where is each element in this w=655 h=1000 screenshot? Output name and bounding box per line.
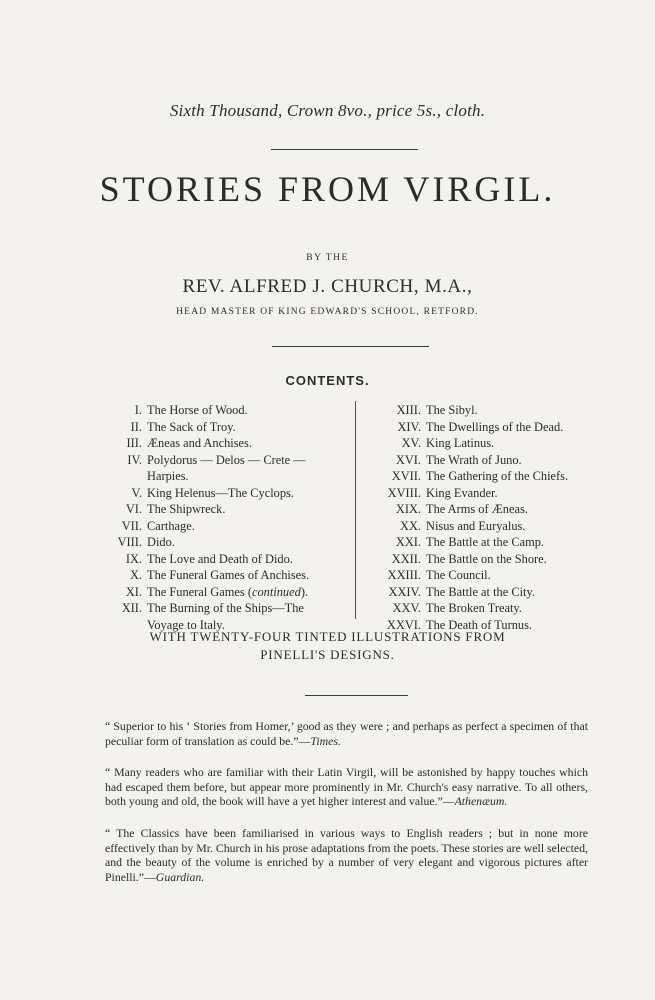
contents-row [363, 534, 603, 551]
review-athenaeum [105, 765, 588, 809]
chapter-number: II. [130, 419, 142, 434]
contents-row [88, 518, 350, 535]
chapter-title: Polydorus — Delos — Crete — [147, 452, 306, 467]
chapter-title: The Gathering of the Chiefs. [426, 469, 569, 483]
author-name: REV. ALFRED J. CHURCH, M.A., [182, 276, 473, 297]
review-source: Times. [310, 733, 341, 748]
contents-row [363, 567, 603, 584]
chapter-title: Nisus and Euryalus. [426, 518, 526, 533]
review-source: Athenæum. [454, 794, 508, 808]
chapter-title: Carthage. [147, 518, 195, 533]
contents-row [363, 485, 603, 502]
chapter-title: Harpies. [147, 469, 189, 483]
chapter-title: The Sibyl. [426, 403, 478, 417]
chapter-title: The Council. [426, 568, 491, 582]
chapter-number: XXVI. [386, 617, 421, 632]
chapter-number: VII. [121, 518, 142, 533]
chapter-title: The Arms of Æneas. [426, 502, 528, 516]
chapter-number: XIII. [396, 403, 421, 417]
chapter-number: XXIII. [387, 568, 421, 582]
contents-row [88, 435, 350, 452]
divider-bottom [305, 695, 408, 696]
contents-row [363, 551, 603, 568]
contents-row [88, 501, 350, 518]
chapter-number [88, 468, 147, 485]
chapter-number: XI. [125, 584, 142, 599]
chapter-title: The Dwellings of the Dead. [426, 419, 564, 434]
by-line: BY THE [306, 253, 349, 263]
chapter-number: VI. [125, 502, 142, 516]
chapter-title: King Helenus—The Cyclops. [147, 485, 294, 500]
contents-row [363, 501, 603, 518]
review-times [105, 719, 588, 748]
chapter-number: XIV. [397, 419, 421, 434]
contents-row [363, 584, 603, 601]
chapter-title: Æneas and Anchises. [147, 436, 252, 450]
contents-row [363, 468, 603, 485]
chapter-number: VIII. [117, 535, 142, 549]
chapter-title: The Broken Treaty. [426, 601, 522, 615]
chapter-number: XXI. [395, 535, 421, 549]
contents-row [88, 452, 350, 469]
author-position: HEAD MASTER OF KING EDWARD'S SCHOOL, RETFORD. [176, 307, 479, 317]
edition-line: Sixth Thousand, Crown 8vo., price 5s., cloth. [169, 101, 486, 120]
review-source: Guardian. [155, 869, 205, 884]
chapter-number: XX. [400, 518, 421, 533]
chapter-title: The Death of Turnus. [426, 617, 533, 632]
contents-left-column [88, 402, 350, 633]
chapter-title: The Sack of Troy. [147, 419, 236, 434]
contents-row [88, 567, 350, 584]
contents-row [88, 419, 350, 436]
contents-row [363, 419, 603, 436]
divider-top [271, 149, 418, 150]
contents-row [88, 584, 350, 601]
contents-row [88, 600, 350, 617]
column-divider [355, 401, 356, 619]
chapter-title: The Battle at the Camp. [426, 535, 545, 549]
chapter-title: The Funeral Games of Anchises. [147, 568, 310, 582]
page-title: STORIES FROM VIRGIL. [99, 169, 556, 209]
chapter-title: The Horse of Wood. [147, 403, 248, 417]
chapter-title: The Burning of the Ships—The [147, 601, 304, 615]
review-text: “ The Classics have been familiarised in various ways to English readers ; but in none more effectively than by Mr. Church in his prose adaptations from the poets. These stories are well selected, and the beauty of the volume is enriched by a number of very elegant and vigorous pictures after Pinelli.”— [105, 826, 588, 884]
chapter-title: Voyage to Italy. [147, 617, 225, 632]
contents-right-column [363, 402, 603, 633]
chapter-number: I. [134, 403, 142, 417]
contents-row [363, 600, 603, 617]
contents-row [363, 452, 603, 469]
contents-row [363, 435, 603, 452]
divider-middle [272, 346, 429, 347]
chapter-title: King Evander. [426, 485, 498, 500]
contents-row [363, 402, 603, 419]
chapter-number: IV. [127, 452, 142, 467]
chapter-number: X. [129, 568, 142, 582]
chapter-number: XVII. [391, 469, 421, 483]
chapter-title: The Battle on the Shore. [426, 551, 547, 566]
chapter-number: XXII. [391, 551, 421, 566]
chapter-title: The Funeral Games (continued). [147, 584, 309, 599]
chapter-title: King Latinus. [426, 436, 495, 450]
chapter-title: The Shipwreck. [147, 502, 226, 516]
contents-row [88, 551, 350, 568]
chapter-number: V. [131, 485, 142, 500]
illustrations-note: WITH TWENTY-FOUR TINTED ILLUSTRATIONS FROM PINELLI'S DESIGNS. [149, 629, 506, 662]
chapter-number: XV. [401, 436, 421, 450]
chapter-title: Dido. [147, 535, 175, 549]
contents-row [88, 402, 350, 419]
chapter-title: The Battle at the City. [426, 584, 535, 599]
chapter-number: XII. [121, 601, 142, 615]
review-guardian [105, 826, 588, 884]
review-text: “ Superior to his ‘ Stories from Homer,’ good as they were ; and perhaps as perfect a specimen of that peculiar form of translation as could be.”— [105, 719, 588, 748]
contents-row [88, 534, 350, 551]
chapter-number: XIX. [395, 502, 421, 516]
chapter-number: XVI. [395, 452, 421, 467]
chapter-title: The Wrath of Juno. [426, 452, 522, 467]
chapter-number: XVIII. [387, 485, 421, 500]
contents-heading: CONTENTS. [285, 373, 370, 388]
chapter-number: III. [126, 436, 142, 450]
review-text: “ Many readers who are familiar with their Latin Virgil, will be astonished by happy touches which had escaped them before, but appear more prominently in Mr. Church's easy narrative. To all others, both young and old, the book will have a yet higher interest and value.”— [105, 765, 588, 808]
contents-row [88, 485, 350, 502]
chapter-number: XXV. [392, 601, 421, 615]
chapter-number: XXIV. [388, 584, 421, 599]
chapter-title: The Love and Death of Dido. [147, 551, 293, 566]
contents-row [88, 468, 350, 485]
contents-row [363, 518, 603, 535]
chapter-number: IX. [125, 551, 142, 566]
